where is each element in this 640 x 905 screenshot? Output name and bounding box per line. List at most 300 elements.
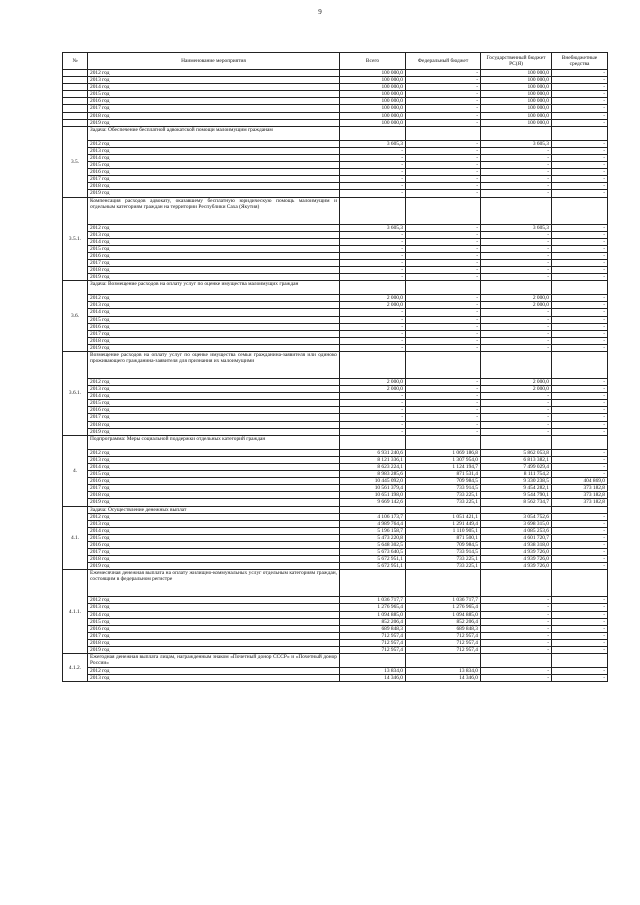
total-value: 712 957,4: [340, 647, 406, 654]
state-value: -: [481, 274, 552, 281]
row-name: 2018 год: [88, 267, 340, 274]
row-name: 2017 год: [88, 176, 340, 183]
row-name: Ежегодная денежная выплата лицам, награжденным знаком «Почетный донор СССР» и «Почетный донор России»: [88, 654, 340, 668]
federal-value: -: [406, 309, 481, 316]
extra-value: -: [552, 421, 608, 428]
federal-value: 733 225,1: [406, 556, 481, 563]
table-row: [63, 70, 608, 77]
state-value: -: [481, 267, 552, 274]
section-row: [63, 197, 608, 224]
federal-value: -: [406, 414, 481, 421]
extra-value: -: [552, 379, 608, 386]
state-value: -: [481, 407, 552, 414]
state-value: 9 454 282,1: [481, 485, 552, 492]
state-value: [481, 654, 552, 668]
federal-value: [406, 570, 481, 597]
state-value: -: [481, 190, 552, 197]
table-row: [63, 647, 608, 654]
table-row: [63, 176, 608, 183]
item-number: 3.6.1.: [63, 352, 88, 436]
total-value: -: [340, 316, 406, 323]
table-row: [63, 77, 608, 84]
table-row: [63, 541, 608, 548]
extra-value: -: [552, 316, 608, 323]
state-value: 3 698 315,0: [481, 520, 552, 527]
state-value: -: [481, 647, 552, 654]
extra-value: -: [552, 618, 608, 625]
federal-value: -: [406, 70, 481, 77]
federal-value: 1 124 194,7: [406, 463, 481, 470]
extra-value: -: [552, 563, 608, 570]
extra-value: -: [552, 520, 608, 527]
federal-value: -: [406, 428, 481, 435]
total-value: 100 000,0: [340, 98, 406, 105]
state-value: -: [481, 337, 552, 344]
state-value: -: [481, 618, 552, 625]
total-value: -: [340, 267, 406, 274]
table-row: [63, 597, 608, 604]
total-value: [340, 654, 406, 668]
federal-value: [406, 435, 481, 449]
extra-value: -: [552, 337, 608, 344]
extra-value: 373 182,8: [552, 499, 608, 506]
total-value: 2 000,0: [340, 386, 406, 393]
federal-value: 871 500,1: [406, 534, 481, 541]
extra-value: -: [552, 112, 608, 119]
total-value: 5 196 158,7: [340, 527, 406, 534]
header-state: Государственный бюджет РС(Я): [481, 53, 552, 70]
extra-value: -: [552, 70, 608, 77]
table-row: [63, 330, 608, 337]
state-value: -: [481, 400, 552, 407]
section-row: [63, 506, 608, 513]
state-value: -: [481, 597, 552, 604]
row-name: 2016 год: [88, 323, 340, 330]
table-body: [63, 70, 608, 682]
state-value: -: [481, 238, 552, 245]
extra-value: -: [552, 668, 608, 675]
extra-value: -: [552, 400, 608, 407]
state-value: -: [481, 147, 552, 154]
federal-value: 689 848,3: [406, 625, 481, 632]
extra-value: -: [552, 231, 608, 238]
item-number: 3.5.: [63, 126, 88, 197]
federal-value: -: [406, 302, 481, 309]
row-name: 2017 год: [88, 485, 340, 492]
federal-value: -: [406, 98, 481, 105]
table-row: [63, 337, 608, 344]
table-row: [63, 604, 608, 611]
row-name: 2012 год: [88, 224, 340, 231]
table-row: [63, 618, 608, 625]
row-name: 2013 год: [88, 456, 340, 463]
state-value: [481, 352, 552, 379]
total-value: 2 000,0: [340, 295, 406, 302]
federal-value: [406, 197, 481, 224]
total-value: 1 094 885,0: [340, 611, 406, 618]
row-name: 2014 год: [88, 527, 340, 534]
federal-value: 1 307 954,0: [406, 456, 481, 463]
total-value: 712 957,4: [340, 639, 406, 646]
total-value: 5 648 302,5: [340, 541, 406, 548]
federal-value: -: [406, 274, 481, 281]
state-value: -: [481, 330, 552, 337]
federal-value: 733 914,5: [406, 485, 481, 492]
total-value: 3 605,3: [340, 224, 406, 231]
state-value: [481, 435, 552, 449]
state-value: -: [481, 231, 552, 238]
row-name: 2018 год: [88, 421, 340, 428]
section-row: [63, 281, 608, 295]
federal-value: -: [406, 238, 481, 245]
table-row: [63, 400, 608, 407]
federal-value: 852 206,4: [406, 618, 481, 625]
row-name: 2016 год: [88, 541, 340, 548]
table-row: [63, 112, 608, 119]
table-row: [63, 556, 608, 563]
row-name: 2017 год: [88, 330, 340, 337]
state-value: 3 605,3: [481, 224, 552, 231]
extra-value: -: [552, 330, 608, 337]
header-total: Всего: [340, 53, 406, 70]
extra-value: -: [552, 77, 608, 84]
total-value: 712 957,4: [340, 632, 406, 639]
total-value: 852 206,4: [340, 618, 406, 625]
total-value: 5 673 640,5: [340, 549, 406, 556]
table-row: [63, 478, 608, 485]
row-name: 2012 год: [88, 513, 340, 520]
extra-value: -: [552, 597, 608, 604]
total-value: [340, 126, 406, 140]
table-row: [63, 520, 608, 527]
item-number: 3.6.: [63, 281, 88, 352]
state-value: -: [481, 316, 552, 323]
extra-value: [552, 126, 608, 140]
state-value: 3 605,3: [481, 140, 552, 147]
federal-value: -: [406, 224, 481, 231]
total-value: 100 000,0: [340, 70, 406, 77]
extra-value: -: [552, 147, 608, 154]
federal-value: [406, 352, 481, 379]
state-value: 4 085 253,6: [481, 527, 552, 534]
state-value: 3 054 752,6: [481, 513, 552, 520]
table-row: [63, 295, 608, 302]
federal-value: 712 957,4: [406, 639, 481, 646]
table-row: [63, 456, 608, 463]
row-name: 2014 год: [88, 309, 340, 316]
total-value: [340, 197, 406, 224]
table-row: [63, 162, 608, 169]
state-value: -: [481, 393, 552, 400]
federal-value: 871 531,4: [406, 471, 481, 478]
row-name: Подпрограмма: Меры социальной поддержки отдельных категорий граждан: [88, 435, 340, 449]
state-value: -: [481, 183, 552, 190]
federal-value: 1 291 449,4: [406, 520, 481, 527]
row-name: 2013 год: [88, 77, 340, 84]
total-value: -: [340, 323, 406, 330]
extra-value: -: [552, 183, 608, 190]
total-value: 10 561 379,4: [340, 485, 406, 492]
federal-value: -: [406, 119, 481, 126]
total-value: -: [340, 169, 406, 176]
total-value: -: [340, 183, 406, 190]
federal-value: -: [406, 344, 481, 351]
item-number: 4.1.: [63, 506, 88, 570]
extra-value: -: [552, 295, 608, 302]
table-row: [63, 625, 608, 632]
state-value: 100 000,0: [481, 119, 552, 126]
total-value: -: [340, 252, 406, 259]
state-value: -: [481, 162, 552, 169]
extra-value: -: [552, 632, 608, 639]
extra-value: -: [552, 252, 608, 259]
state-value: 100 000,0: [481, 105, 552, 112]
state-value: -: [481, 611, 552, 618]
total-value: [340, 570, 406, 597]
row-name: 2015 год: [88, 534, 340, 541]
federal-value: 712 957,4: [406, 632, 481, 639]
table-row: [63, 611, 608, 618]
extra-value: -: [552, 302, 608, 309]
state-value: 4 939 726,0: [481, 549, 552, 556]
total-value: -: [340, 393, 406, 400]
state-value: 100 000,0: [481, 91, 552, 98]
item-number: [63, 98, 88, 105]
federal-value: -: [406, 91, 481, 98]
row-name: Возмещение расходов на оплату услуг по оценке имущества семьи гражданина-заявителя или одиноко проживающего гражданина-заявителя для признания их малоимущими: [88, 352, 340, 379]
row-name: 2019 год: [88, 274, 340, 281]
extra-value: [552, 281, 608, 295]
extra-value: -: [552, 625, 608, 632]
item-number: 4.: [63, 435, 88, 506]
row-name: 2015 год: [88, 471, 340, 478]
federal-value: -: [406, 162, 481, 169]
row-name: 2014 год: [88, 393, 340, 400]
extra-value: -: [552, 323, 608, 330]
state-value: -: [481, 414, 552, 421]
row-name: Ежемесячная денежная выплата на оплату жилищно-коммунальных услуг отдельным категориям граждан, состоящим в федеральном регистре: [88, 570, 340, 597]
extra-value: -: [552, 140, 608, 147]
extra-value: -: [552, 238, 608, 245]
state-value: -: [481, 675, 552, 682]
extra-value: [552, 654, 608, 668]
state-value: [481, 570, 552, 597]
total-value: 1 036 717,7: [340, 597, 406, 604]
row-name: 2014 год: [88, 84, 340, 91]
state-value: -: [481, 421, 552, 428]
row-name: 2013 год: [88, 231, 340, 238]
total-value: -: [340, 414, 406, 421]
row-name: 2013 год: [88, 675, 340, 682]
extra-value: -: [552, 224, 608, 231]
extra-value: 404 869,0: [552, 478, 608, 485]
total-value: 100 000,0: [340, 91, 406, 98]
state-value: -: [481, 154, 552, 161]
total-value: -: [340, 154, 406, 161]
state-value: -: [481, 252, 552, 259]
row-name: 2014 год: [88, 238, 340, 245]
total-value: -: [340, 238, 406, 245]
total-value: 2 000,0: [340, 302, 406, 309]
federal-value: -: [406, 337, 481, 344]
total-value: [340, 281, 406, 295]
total-value: 1 276 965,4: [340, 604, 406, 611]
federal-value: -: [406, 112, 481, 119]
row-name: 2018 год: [88, 639, 340, 646]
total-value: 8 121 336,1: [340, 456, 406, 463]
total-value: -: [340, 407, 406, 414]
table-row: [63, 323, 608, 330]
table-row: [63, 169, 608, 176]
federal-value: -: [406, 147, 481, 154]
row-name: 2012 год: [88, 668, 340, 675]
extra-value: -: [552, 407, 608, 414]
state-value: -: [481, 176, 552, 183]
row-name: 2015 год: [88, 316, 340, 323]
federal-value: 1 276 965,4: [406, 604, 481, 611]
row-name: 2018 год: [88, 556, 340, 563]
table-row: [63, 119, 608, 126]
total-value: -: [340, 176, 406, 183]
row-name: 2016 год: [88, 407, 340, 414]
extra-value: -: [552, 534, 608, 541]
row-name: 2012 год: [88, 140, 340, 147]
extra-value: -: [552, 84, 608, 91]
item-number: [63, 70, 88, 77]
extra-value: -: [552, 245, 608, 252]
federal-value: -: [406, 407, 481, 414]
total-value: 100 000,0: [340, 84, 406, 91]
total-value: -: [340, 344, 406, 351]
extra-value: -: [552, 98, 608, 105]
federal-value: 733 914,5: [406, 549, 481, 556]
row-name: 2012 год: [88, 70, 340, 77]
total-value: -: [340, 428, 406, 435]
row-name: Задача: Осуществление денежных выплат: [88, 506, 340, 513]
state-value: -: [481, 604, 552, 611]
total-value: -: [340, 421, 406, 428]
state-value: 4 939 726,0: [481, 556, 552, 563]
federal-value: 709 984,5: [406, 478, 481, 485]
section-row: [63, 352, 608, 379]
federal-value: 1 110 905,1: [406, 527, 481, 534]
federal-value: 733 225,1: [406, 492, 481, 499]
table-row: [63, 183, 608, 190]
section-row: [63, 435, 608, 449]
table-row: [63, 639, 608, 646]
state-value: 5 862 053,8: [481, 449, 552, 456]
extra-value: -: [552, 428, 608, 435]
item-number: [63, 84, 88, 91]
state-value: 100 000,0: [481, 98, 552, 105]
extra-value: -: [552, 556, 608, 563]
row-name: 2018 год: [88, 337, 340, 344]
total-value: -: [340, 309, 406, 316]
table-row: [63, 224, 608, 231]
extra-value: -: [552, 675, 608, 682]
total-value: -: [340, 147, 406, 154]
federal-value: 1 094 885,0: [406, 611, 481, 618]
table-row: [63, 379, 608, 386]
federal-value: -: [406, 105, 481, 112]
federal-value: 1 036 717,7: [406, 597, 481, 604]
extra-value: -: [552, 274, 608, 281]
federal-value: -: [406, 323, 481, 330]
table-row: [63, 105, 608, 112]
section-row: [63, 126, 608, 140]
extra-value: -: [552, 456, 608, 463]
state-value: 4 938 318,0: [481, 541, 552, 548]
federal-value: 709 984,5: [406, 541, 481, 548]
federal-value: -: [406, 252, 481, 259]
row-name: 2012 год: [88, 295, 340, 302]
total-value: 100 000,0: [340, 105, 406, 112]
table-row: [63, 190, 608, 197]
table-row: [63, 393, 608, 400]
table-row: [63, 463, 608, 470]
federal-value: -: [406, 267, 481, 274]
row-name: 2019 год: [88, 563, 340, 570]
federal-value: [406, 126, 481, 140]
extra-value: [552, 197, 608, 224]
federal-value: 733 225,1: [406, 563, 481, 570]
section-row: [63, 570, 608, 597]
total-value: 13 834,0: [340, 668, 406, 675]
table-row: [63, 492, 608, 499]
state-value: 9 330 238,5: [481, 478, 552, 485]
state-value: 100 000,0: [481, 77, 552, 84]
federal-value: -: [406, 330, 481, 337]
federal-value: 1 069 186,8: [406, 449, 481, 456]
table-row: [63, 471, 608, 478]
table-row: [63, 140, 608, 147]
table-row: [63, 499, 608, 506]
table-row: [63, 259, 608, 266]
row-name: 2018 год: [88, 492, 340, 499]
total-value: [340, 435, 406, 449]
total-value: -: [340, 245, 406, 252]
state-value: 8 111 754,2: [481, 471, 552, 478]
extra-value: -: [552, 309, 608, 316]
extra-value: -: [552, 190, 608, 197]
table-row: [63, 563, 608, 570]
federal-value: -: [406, 231, 481, 238]
table-row: [63, 267, 608, 274]
federal-value: -: [406, 259, 481, 266]
state-value: -: [481, 428, 552, 435]
total-value: 10 651 198,0: [340, 492, 406, 499]
table-header-row: [63, 53, 608, 70]
total-value: -: [340, 337, 406, 344]
extra-value: -: [552, 604, 608, 611]
state-value: 4 939 726,0: [481, 563, 552, 570]
federal-value: -: [406, 245, 481, 252]
extra-value: -: [552, 647, 608, 654]
total-value: 4 106 173,7: [340, 513, 406, 520]
row-name: 2015 год: [88, 162, 340, 169]
state-value: 6 813 382,1: [481, 456, 552, 463]
extra-value: -: [552, 267, 608, 274]
item-number: [63, 91, 88, 98]
state-value: -: [481, 309, 552, 316]
total-value: 8 983 285,6: [340, 471, 406, 478]
state-value: 2 000,0: [481, 386, 552, 393]
state-value: -: [481, 632, 552, 639]
federal-value: -: [406, 154, 481, 161]
item-number: 3.5.1.: [63, 197, 88, 281]
total-value: 5 672 951,1: [340, 556, 406, 563]
state-value: [481, 197, 552, 224]
